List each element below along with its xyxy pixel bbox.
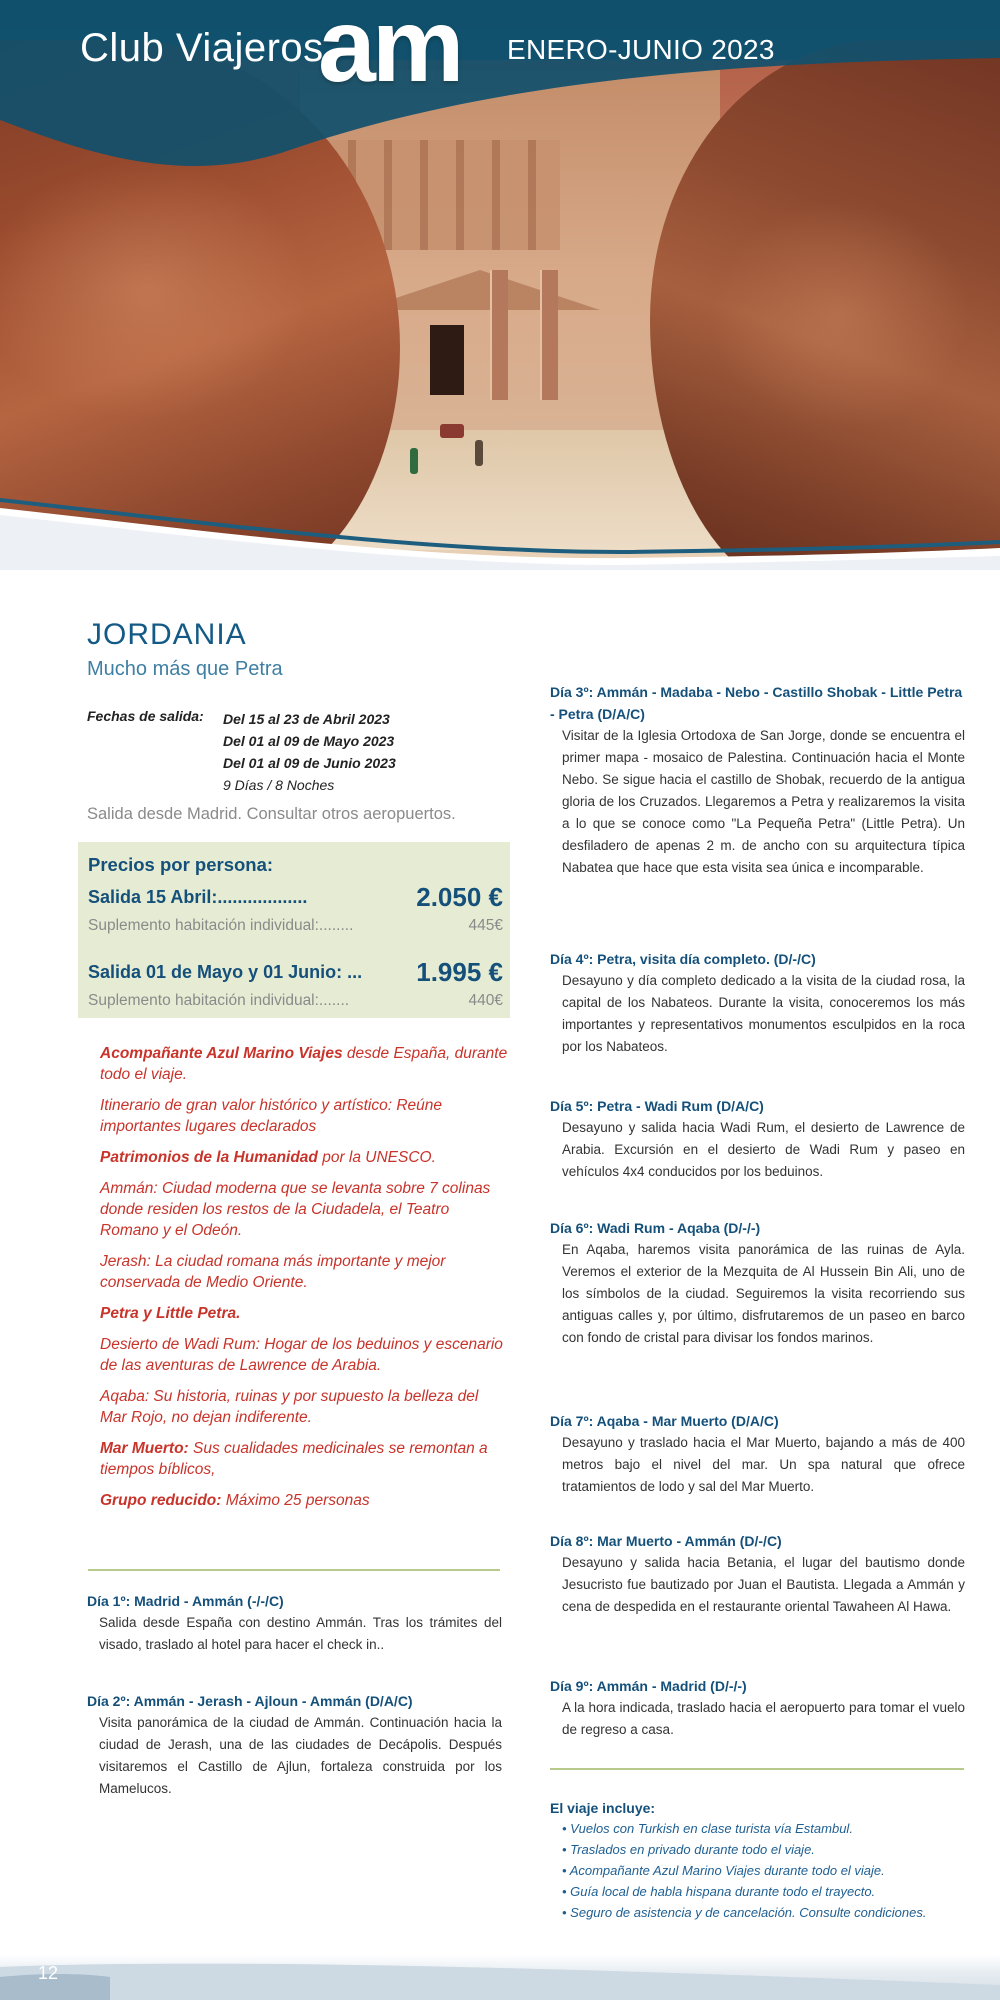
date-item: Del 15 al 23 de Abril 2023 xyxy=(223,711,390,727)
day-description: Desayuno y día completo dedicado a la visita de la ciudad rosa, la capital de los Nabateos. Durante la visita, conoceremos los más importantes y representativos monumentos esculpidos en la roca por los Nabateos. xyxy=(562,973,965,1054)
itinerary-day-8 xyxy=(550,1530,965,1618)
price-amount: 2.050 € xyxy=(416,882,503,912)
highlight-item: Patrimonios de la Humanidad por la UNESCO. xyxy=(100,1149,436,1166)
includes-item: • Traslados en privado durante todo el viaje. xyxy=(562,1839,970,1860)
supplement-2 xyxy=(88,992,503,1010)
supplement-value: 445€ xyxy=(468,917,503,934)
dates-label: Fechas de salida: xyxy=(87,708,204,724)
price-box xyxy=(78,842,510,1018)
divider xyxy=(88,1569,500,1571)
itinerary-day-1 xyxy=(87,1590,502,1656)
day-description: Salida desde España con destino Ammán. Tras los trámites del visado, traslado al hotel para hacer el check in.. xyxy=(99,1615,502,1652)
brand-logo: am xyxy=(318,0,461,104)
includes-title: El viaje incluye: xyxy=(550,1800,656,1816)
price-option-label: Salida 01 de Mayo y 01 Junio: ... xyxy=(88,962,363,982)
day-title: Día 8º: Mar Muerto - Ammán (D/-/C) xyxy=(550,1533,782,1549)
day-description: Visita panorámica de la ciudad de Ammán. Continuación hacia la ciudad de Jerash, una de las ciudades de Decápolis. Después visitaremos el Castillo de Ajlun, fortaleza construida por los Mamelucos. xyxy=(99,1715,502,1796)
includes-item: • Seguro de asistencia y de cancelación. Consulte condiciones. xyxy=(562,1902,970,1923)
supplement-value: 440€ xyxy=(468,992,503,1009)
header-wave xyxy=(0,0,1000,570)
price-amount: 1.995 € xyxy=(416,957,503,987)
itinerary-day-6 xyxy=(550,1217,965,1349)
itinerary-day-4 xyxy=(550,948,965,1058)
highlight-item: Desierto de Wadi Rum: Hogar de los beduinos y escenario de las aventuras de Lawrence de Arabia. xyxy=(100,1336,503,1374)
itinerary-day-5 xyxy=(550,1095,965,1183)
trip-title: JORDANIA xyxy=(87,618,247,651)
date-item: Del 01 al 09 de Mayo 2023 xyxy=(223,733,395,749)
day-description: Desayuno y salida hacia Wadi Rum, el desierto de Lawrence de Arabia. Excursión en el desierto de Wadi Rum y paseo en vehículos 4x4 conducidos por los beduinos. xyxy=(562,1120,965,1179)
itinerary-day-7 xyxy=(550,1410,965,1498)
supplement-1 xyxy=(88,917,503,935)
highlight-item: Ammán: Ciudad moderna que se levanta sobre 7 colinas donde residen los restos de la Ciudadela, el Teatro Romano y el Odeón. xyxy=(100,1180,491,1239)
day-title: Día 4º: Petra, visita día completo. (D/-/C) xyxy=(550,951,816,967)
highlight-item: Petra y Little Petra. xyxy=(100,1305,241,1322)
itinerary-day-3 xyxy=(550,681,965,879)
date-item: Del 01 al 09 de Junio 2023 xyxy=(223,755,396,771)
page-number: 12 xyxy=(38,1963,59,1983)
price-option-label: Salida 15 Abril:.................. xyxy=(88,887,308,907)
includes-item: • Vuelos con Turkish en clase turista vía Estambul. xyxy=(562,1818,970,1839)
highlight-item: Jerash: La ciudad romana más importante y mejor conservada de Medio Oriente. xyxy=(100,1253,446,1291)
supplement-label: Suplemento habitación individual:....... xyxy=(88,992,350,1009)
highlights-list xyxy=(100,1043,508,1521)
trip-subtitle: Mucho más que Petra xyxy=(87,658,283,680)
edition-period: ENERO-JUNIO 2023 xyxy=(507,34,775,65)
footer-band xyxy=(0,1955,1000,2000)
includes-item: • Guía local de habla hispana durante todo el trayecto. xyxy=(562,1881,970,1902)
day-description: En Aqaba, haremos visita panorámica de las ruinas de Ayla. Veremos el exterior de la Mezquita de Al Hussein Bin Ali, uno de los símbolos de la ciudad. Seguiremos la visita recorriendo sus antiguas calles y, por último, disfrutaremos de un paseo en barco con fondo de cristal para divisar los fondos marinos. xyxy=(562,1242,965,1345)
day-title: Día 1º: Madrid - Ammán (-/-/C) xyxy=(87,1593,284,1609)
supplement-label: Suplemento habitación individual:........ xyxy=(88,917,354,934)
highlight-item: Acompañante Azul Marino Viajes desde España, durante todo el viaje. xyxy=(100,1045,508,1083)
includes-item: • Acompañante Azul Marino Viajes durante todo el viaje. xyxy=(562,1860,970,1881)
day-title: Día 6º: Wadi Rum - Aqaba (D/-/-) xyxy=(550,1220,761,1236)
day-description: Desayuno y traslado hacia el Mar Muerto, bajando a más de 400 metros bajo el nivel del mar. Un spa natural que ofrece tratamientos de lodo y sal del Mar Muerto. xyxy=(562,1435,965,1494)
day-description: A la hora indicada, traslado hacia el aeropuerto para tomar el vuelo de regreso a casa. xyxy=(562,1700,965,1737)
trip-duration: 9 Días / 8 Noches xyxy=(223,777,335,793)
departure-note: Salida desde Madrid. Consultar otros aeropuertos. xyxy=(87,805,456,823)
highlight-item: Grupo reducido: Máximo 25 personas xyxy=(100,1492,370,1509)
itinerary-day-9 xyxy=(550,1675,965,1741)
divider xyxy=(550,1768,964,1770)
day-title: Día 9º: Ammán - Madrid (D/-/-) xyxy=(550,1678,747,1694)
day-title: Día 7º: Aqaba - Mar Muerto (D/A/C) xyxy=(550,1413,779,1429)
price-heading: Precios por persona: xyxy=(88,854,274,875)
day-title: Día 2º: Ammán - Jerash - Ajloun - Ammán (D/A/C) xyxy=(87,1693,413,1709)
highlight-item: Itinerario de gran valor histórico y artístico: Reúne importantes lugares declarados xyxy=(100,1097,443,1135)
hero-banner xyxy=(0,0,1000,570)
day-description: Visitar de la Iglesia Ortodoxa de San Jorge, donde se encuentra el primer mapa - mosaico de Palestina. Continuación hacia el Monte Nebo. Se sigue hacia el castillo de Shobak, recuerdo de la antigua gloria de los Cruzados. Llegaremos a Petra y realizaremos la visita a lo que se conoce como "La Pequeña Petra" (Little Petra). Un desfiladero de apenas 2 m. de ancho con su arquitectura típica Nabatea que hace que esta visita sea única e incomparable. xyxy=(562,728,965,875)
club-title: Club Viajeros xyxy=(80,26,324,70)
day-title: Día 5º: Petra - Wadi Rum (D/A/C) xyxy=(550,1098,764,1114)
day-description: Desayuno y salida hacia Betania, el lugar del bautismo donde Jesucristo fue bautizado por Juan el Bautista. Llegada a Ammán y cena de despedida en el restaurante oriental Tawaheen Al Hawa. xyxy=(562,1555,965,1614)
itinerary-day-2 xyxy=(87,1690,502,1800)
highlight-item: Mar Muerto: Sus cualidades medicinales se remontan a tiempos bíblicos, xyxy=(100,1440,488,1478)
highlight-item: Aqaba: Su historia, ruinas y por supuesto la belleza del Mar Rojo, no dejan indiferente. xyxy=(100,1388,479,1426)
day-title: Día 3º: Ammán - Madaba - Nebo - Castillo Shobak - Little Petra - Petra (D/A/C) xyxy=(550,684,963,722)
includes-section xyxy=(550,1800,970,1923)
